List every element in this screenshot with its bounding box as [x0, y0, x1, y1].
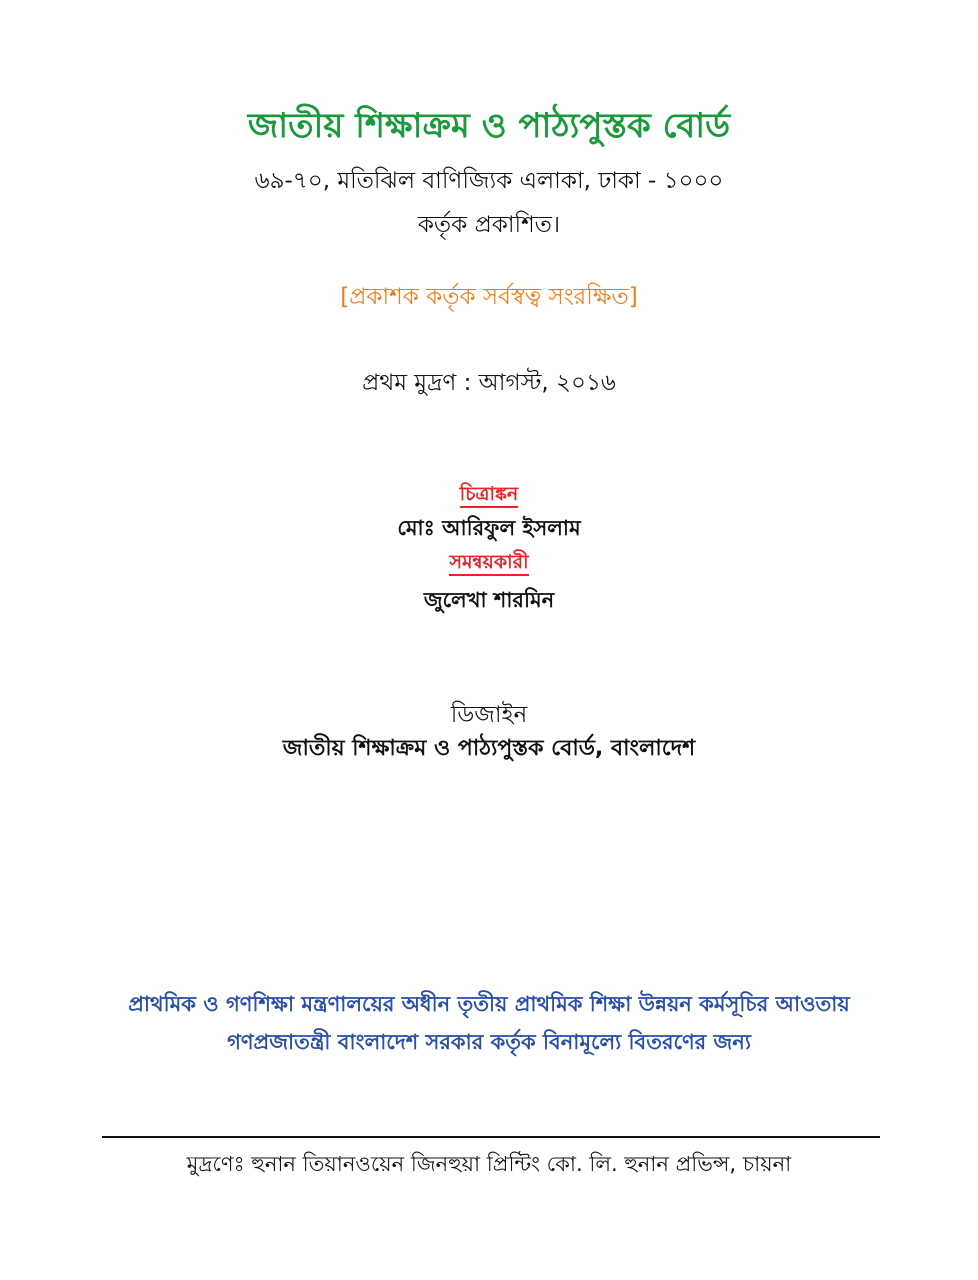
illustration-heading: [0, 480, 978, 512]
coordinator-name: জুলেখা শারমিন: [423, 588, 555, 612]
design-label: ডিজাইন: [450, 702, 528, 728]
publisher-address: ৬৯-৭০, মতিঝিল বাণিজ্যিক এলাকা, ঢাকা - ১০০০: [254, 168, 724, 194]
printer-info: মুদ্রণেঃ হুনান তিয়ানওয়েন জিনহুয়া প্রিন্টিং কো. লি. হুনান প্রভিন্স, চায়না: [186, 1152, 792, 1176]
footer-divider: [102, 1136, 880, 1138]
copyright-notice: [প্রকাশক কর্তৃক সর্বস্বত্ব সংরক্ষিত]: [340, 284, 638, 310]
illustration-label: চিত্রাঙ্কন: [460, 483, 518, 508]
distribution-line-2: গণপ্রজাতন্ত্রী বাংলাদেশ সরকার কর্তৃক বিনামূল্যে বিতরণের জন্য: [227, 1030, 751, 1054]
published-by-text: কর্তৃক প্রকাশিত।: [417, 212, 561, 238]
design-by: জাতীয় শিক্ষাক্রম ও পাঠ্যপুস্তক বোর্ড, বাংলাদেশ: [282, 736, 696, 761]
coordinator-heading: [0, 548, 978, 580]
publisher-title: জাতীয় শিক্ষাক্রম ও পাঠ্যপুস্তক বোর্ড: [247, 106, 731, 146]
illustrator-name: মোঃ আরিফুল ইসলাম: [397, 516, 581, 540]
edition-info: প্রথম মুদ্রণ : আগস্ট, ২০১৬: [362, 370, 616, 396]
coordinator-label: সমন্বয়কারী: [449, 551, 528, 576]
distribution-line-1: প্রাথমিক ও গণশিক্ষা মন্ত্রণালয়ের অধীন তৃতীয় প্রাথমিক শিক্ষা উন্নয়ন কর্মসূচির আওতায়: [128, 992, 850, 1016]
